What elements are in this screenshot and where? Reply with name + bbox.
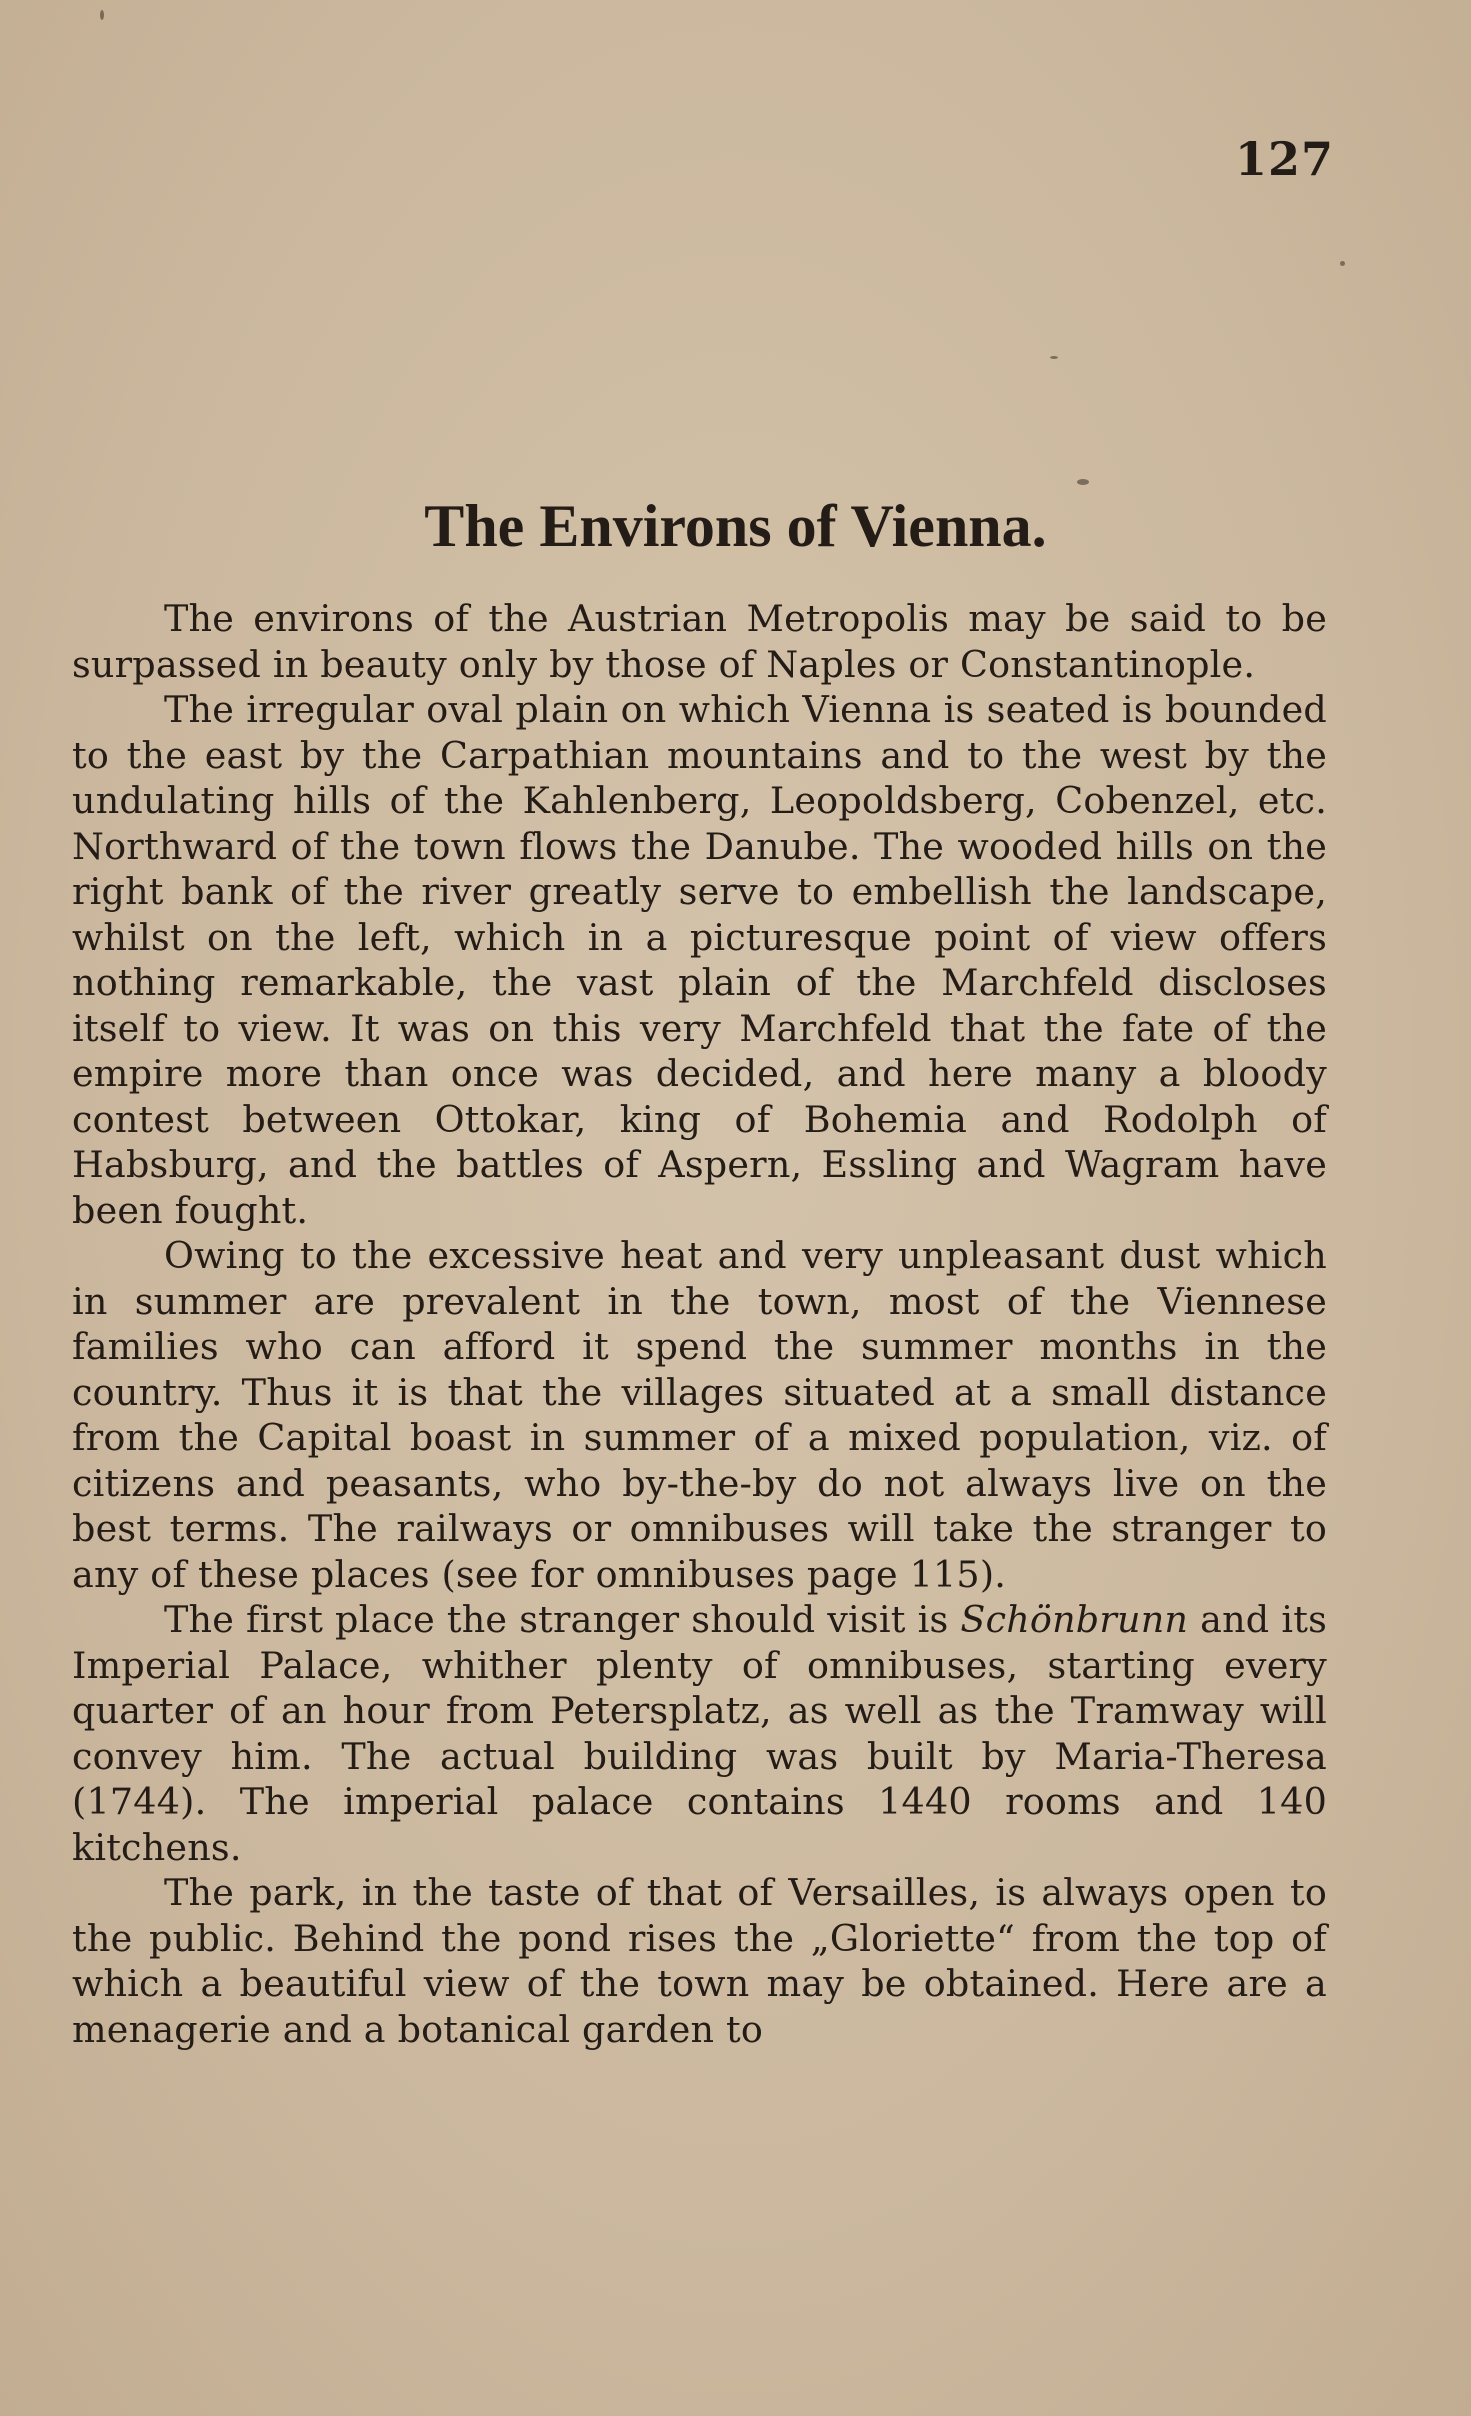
page-number: 127 xyxy=(1235,132,1335,186)
paragraph-4-end: and its Imperial Palace, whither plenty of omnibuses, starting every quarter of an hour from Petersplatz, as well as the Tramway will convey him. The actual building was built by Maria-Theresa (1744). The imperial palace contains 1440 rooms and 140 kitchens. xyxy=(72,1598,1327,1869)
paper-speck xyxy=(1050,356,1058,359)
paragraph-4-start: The first place the stranger should visit is xyxy=(164,1598,961,1641)
schonbrunn-italic: Schönbrunn xyxy=(960,1598,1189,1641)
paper-speck xyxy=(1340,261,1345,266)
paragraph-5: The park, in the taste of that of Versailles, is always open to the public. Behind the pond rises the „Gloriette“ from the top of which a beautiful view of the town may be obtained. Here are a menagerie and a botanical garden to xyxy=(72,1871,1327,2051)
paragraph-1: The environs of the Austrian Metropolis may be said to be surpassed in beauty only by those of Naples or Constantinople. xyxy=(72,597,1327,686)
chapter-title: The Environs of Vienna. xyxy=(424,493,1047,559)
body-text xyxy=(72,596,1327,2052)
paragraph-3: Owing to the excessive heat and very unpleasant dust which in summer are prevalent in the town, most of the Viennese families who can afford it spend the summer months in the country. Thus it is that the villages situated at a small distance from the Capital boast in summer of a mixed population, viz. of citizens and peasants, who by-the-by do not always live on the best terms. The railways or omnibuses will take the stranger to any of these places (see for omnibuses page 115). xyxy=(72,1234,1327,1596)
paragraph-4 xyxy=(72,1597,1327,1870)
paper-speck xyxy=(100,10,104,20)
paragraph-2: The irregular oval plain on which Vienna is seated is bounded to the east by the Carpathian mountains and to the west by the undulating hills of the Kahlenberg, Leopoldsberg, Cobenzel, etc. Northward of the town flows the Danube. The wooded hills on the right bank of the river greatly serve to embellish the landscape, whilst on the left, which in a picturesque point of view offers nothing remarkable, the vast plain of the Marchfeld discloses itself to view. It was on this very Marchfeld that the fate of the empire more than once was decided, and here many a bloody contest between Ottokar, king of Bohemia and Rodolph of Habsburg, and the battles of Aspern, Essling and Wagram have been fought. xyxy=(72,688,1327,1232)
paper-speck xyxy=(1077,479,1089,485)
